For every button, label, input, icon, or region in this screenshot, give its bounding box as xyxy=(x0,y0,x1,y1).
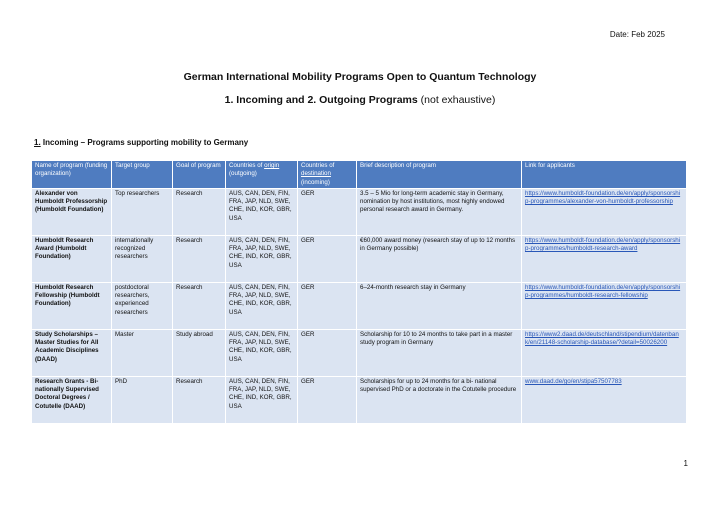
cell-goal: Research xyxy=(173,188,226,235)
cell-goal: Study abroad xyxy=(173,329,226,376)
section-title: Incoming – Programs supporting mobility to Germany xyxy=(40,138,249,147)
cell-link xyxy=(522,235,687,282)
document-subtitle xyxy=(0,94,720,106)
cell-description: Scholarship for 10 to 24 months to take part in a master study program in Germany xyxy=(357,329,522,376)
cell-target-group: postdoctoral researchers, experienced researchers xyxy=(112,282,173,329)
document-date: Date: Feb 2025 xyxy=(609,30,665,39)
cell-destination: GER xyxy=(298,329,357,376)
cell-origin: AUS, CAN, DEN, FIN, FRA, JAP, NLD, SWE, CHE, IND, KOR, GBR, USA xyxy=(226,188,298,235)
cell-target-group: internationally recognized researchers xyxy=(112,235,173,282)
cell-destination: GER xyxy=(298,376,357,423)
page-number: 1 xyxy=(683,459,688,468)
cell-origin: AUS, CAN, DEN, FIN, FRA, JAP, NLD, SWE, CHE, IND, KOR, GBR, USA xyxy=(226,235,298,282)
cell-program-name: Alexander von Humboldt Professorship (Humboldt Foundation) xyxy=(32,188,112,235)
cell-program-name: Humboldt Research Fellowship (Humboldt Foundation) xyxy=(32,282,112,329)
cell-link xyxy=(522,329,687,376)
cell-program-name: Study Scholarships – Master Studies for All Academic Disciplines (DAAD) xyxy=(32,329,112,376)
subtitle-main: 1. Incoming and 2. Outgoing Programs xyxy=(224,94,418,106)
subtitle-note: (not exhaustive) xyxy=(417,94,496,106)
cell-origin: AUS, CAN, DEN, FIN, FRA, JAP, NLD, SWE, CHE, IND, KOR, GBR, USA xyxy=(226,376,298,423)
applicant-link[interactable]: https://www.humboldt-foundation.de/en/apply/sponsorship-programmes/humboldt-research-award xyxy=(525,236,681,253)
header-origin-post: (outgoing) xyxy=(229,170,257,178)
header-target: Target group xyxy=(112,161,173,189)
applicant-link[interactable]: https://www.humboldt-foundation.de/en/apply/sponsorship-programmes/humboldt-research-fellowship xyxy=(525,283,681,300)
header-name: Name of program (funding organization) xyxy=(32,161,112,189)
header-destination xyxy=(298,161,357,189)
cell-destination: GER xyxy=(298,188,357,235)
cell-origin: AUS, CAN, DEN, FIN, FRA, JAP, NLD, SWE, CHE, IND, KOR, GBR, USA xyxy=(226,282,298,329)
cell-program-name: Humboldt Research Award (Humboldt Foundation) xyxy=(32,235,112,282)
applicant-link[interactable]: https://www.humboldt-foundation.de/en/apply/sponsorship-programmes/alexander-von-humboldt-professorship xyxy=(525,189,681,206)
cell-description: €60,000 award money (research stay of up to 12 months in Germany possible) xyxy=(357,235,522,282)
header-origin xyxy=(226,161,298,189)
header-description: Brief description of program xyxy=(357,161,522,189)
header-dest-post: (incoming) xyxy=(301,178,330,186)
table-row xyxy=(32,282,687,329)
cell-program-name: Research Grants - Bi-nationally Supervised Doctoral Degrees / Cotutelle (DAAD) xyxy=(32,376,112,423)
header-goal: Goal of program xyxy=(173,161,226,189)
cell-description: 3.5 – 5 Mio for long-term academic stay in Germany, nomination by host institutions, most highly endowed personal research award in Germany. xyxy=(357,188,522,235)
cell-goal: Research xyxy=(173,235,226,282)
section-heading xyxy=(34,138,248,147)
cell-goal: Research xyxy=(173,282,226,329)
cell-destination: GER xyxy=(298,282,357,329)
table-row xyxy=(32,188,687,235)
header-dest-word: destination xyxy=(301,170,331,178)
cell-origin: AUS, CAN, DEN, FIN, FRA, JAP, NLD, SWE, CHE, IND, KOR, GBR, USA xyxy=(226,329,298,376)
header-link: Link for applicants xyxy=(522,161,687,189)
cell-link xyxy=(522,376,687,423)
document-title: German International Mobility Programs Open to Quantum Technology xyxy=(183,71,537,83)
cell-link xyxy=(522,188,687,235)
table-row xyxy=(32,329,687,376)
cell-target-group: Master xyxy=(112,329,173,376)
header-origin-word: origin xyxy=(264,162,280,169)
cell-target-group: Top researchers xyxy=(112,188,173,235)
table-header-row xyxy=(32,161,687,189)
table-row xyxy=(32,235,687,282)
cell-destination: GER xyxy=(298,235,357,282)
cell-target-group: PhD xyxy=(112,376,173,423)
cell-link xyxy=(522,282,687,329)
cell-goal: Research xyxy=(173,376,226,423)
cell-description: Scholarships for up to 24 months for a bi- national supervised PhD or a doctorate in the Cotutelle procedure xyxy=(357,376,522,423)
section-number: 1. xyxy=(34,138,41,147)
header-origin-pre: Countries of xyxy=(229,162,265,169)
applicant-link[interactable]: www.daad.de/go/en/stipa57507783 xyxy=(525,377,622,385)
header-dest-pre: Countries of xyxy=(301,162,335,169)
applicant-link[interactable]: https://www2.daad.de/deutschland/stipendium/datenbank/en/21148-scholarship-database/?detail=50026200 xyxy=(525,330,679,347)
programs-table xyxy=(31,160,687,424)
cell-description: 6–24-month research stay in Germany xyxy=(357,282,522,329)
table-row xyxy=(32,376,687,423)
